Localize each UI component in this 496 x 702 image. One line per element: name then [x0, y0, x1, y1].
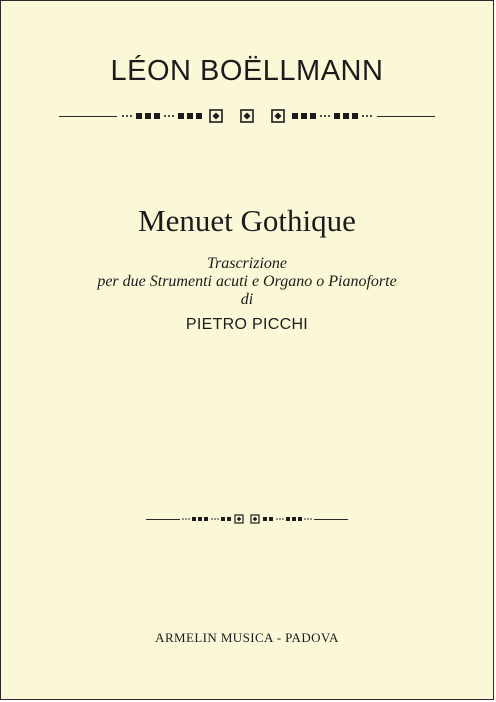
ornamental-divider-icon	[117, 109, 377, 123]
subtitle-line-1: Trascrizione	[206, 255, 287, 272]
subtitle-line-2: per due Strumenti acuti e Organo o Pianoforte	[97, 273, 397, 290]
divider-rule-left	[146, 519, 180, 520]
top-ornamental-divider	[1, 109, 493, 123]
subtitle-line-3: di	[240, 291, 254, 308]
work-title: Menuet Gothique	[138, 203, 356, 238]
arranger-name: PIETRO PICCHI	[185, 316, 309, 333]
publisher-name: ARMELIN MUSICA - PADOVA	[155, 630, 339, 645]
bottom-ornamental-divider	[1, 514, 493, 524]
composer-name: LÉON BOËLLMANN	[110, 55, 384, 87]
divider-rule-right	[377, 116, 435, 117]
divider-rule-right	[314, 519, 348, 520]
ornamental-divider-icon	[180, 514, 314, 524]
divider-rule-left	[59, 116, 117, 117]
